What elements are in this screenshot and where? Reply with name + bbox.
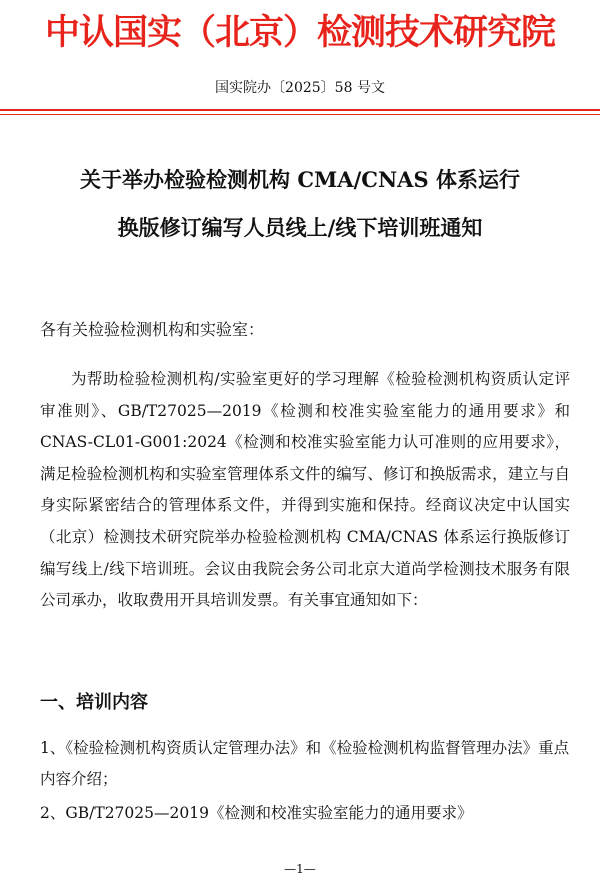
- document-title-line-2: 换版修订编写人员线上/线下培训班通知: [117, 215, 483, 240]
- list-item: 1、《检验检测机构资质认定管理办法》和《检验检测机构监督管理办法》重点内容介绍；: [40, 739, 570, 788]
- document-title-line-1: 关于举办检验检测机构 CMA/CNAS 体系运行: [80, 167, 520, 192]
- intro-paragraph: 为帮助检验检测机构/实验室更好的学习理解《检验检测机构资质认定评审准则》、GB/T27025—2019《检测和校准实验室能力的通用要求》和 CNAS-CL01-G001:2024《检测和校准实验室能力认可准则的应用要求》，满足检验检测机构和实验室管理体系文件的编写、修订和换版需求，建立与自身实际紧密结合的管理体系文件，并得到实施和保持。经商议决定中认国实（北京）检测技术研究院举办检验检测机构 CMA/CNAS 体系运行换版修订编写线上/线下培训班。会议由我院会务公司北京大道尚学检测技术服务有限公司承办，收取费用开具培训发票。有关事宜通知如下：: [40, 370, 570, 610]
- list-item: 2、GB/T27025—2019《检测和校准实验室能力的通用要求》: [40, 804, 473, 822]
- salutation: 各有关检验检测机构和实验室：: [40, 320, 265, 339]
- organization-masthead: 中认国实（北京）检测技术研究院: [44, 13, 555, 53]
- section-heading-training-content: 一、培训内容: [40, 692, 148, 713]
- document-number: 国实院办〔2025〕58 号文: [215, 80, 385, 96]
- red-header-rule-thin: [0, 114, 600, 115]
- red-header-rule: [0, 109, 600, 111]
- page-number: —1—: [284, 862, 316, 876]
